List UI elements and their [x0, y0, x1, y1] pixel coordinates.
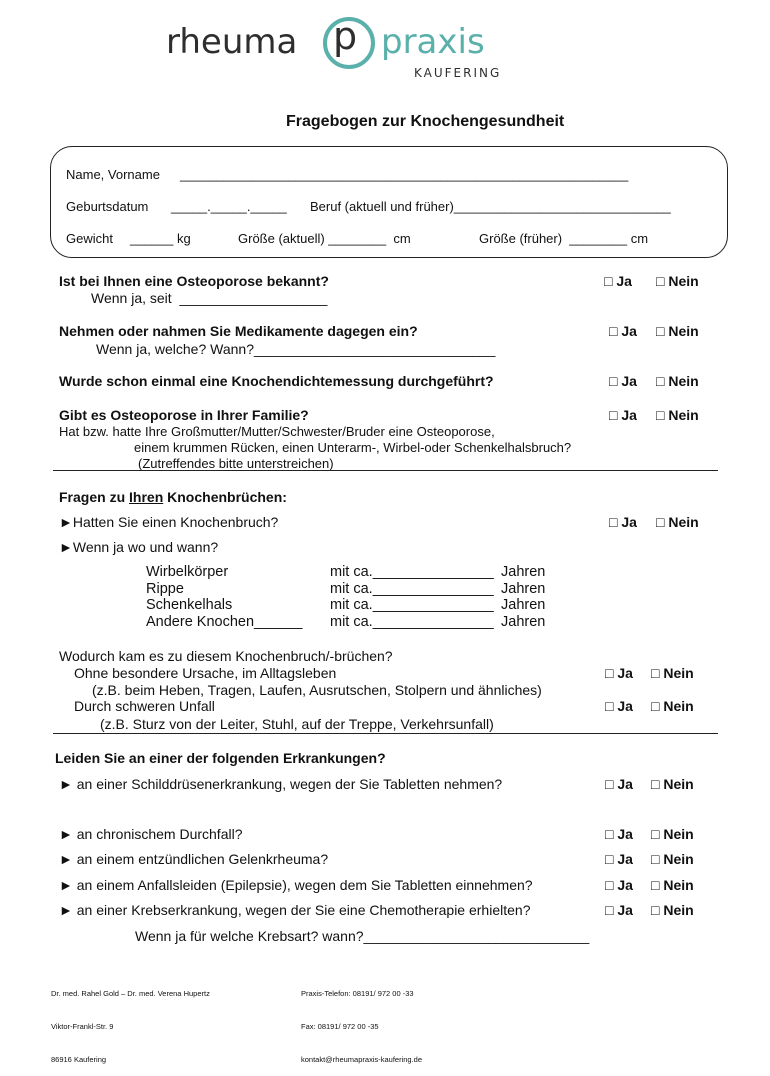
logo-praxis: praxis: [381, 22, 485, 62]
footer-phone: Praxis-Telefon: 08191/ 972 00 -33: [301, 989, 414, 998]
question-medication: Nehmen oder nahmen Sie Medikamente dagegen ein?: [59, 323, 418, 339]
logo-p: p: [333, 14, 358, 58]
disease-no-checkbox[interactable]: □ Nein: [651, 851, 694, 867]
cause-everyday-yes-checkbox[interactable]: □ Ja: [605, 665, 633, 681]
cause-accident: Durch schweren Unfall: [74, 698, 215, 714]
cause-everyday-example: (z.B. beim Heben, Tragen, Laufen, Ausrutschen, Stolpern und ähnliches): [92, 682, 542, 698]
diseases-heading: Leiden Sie an einer der folgenden Erkrankungen?: [55, 750, 386, 766]
footer-fax: Fax: 08191/ 972 00 -35: [301, 1022, 379, 1031]
family-detail-line3: (Zutreffendes bitte unterstreichen): [138, 456, 334, 471]
logo-subtitle: KAUFERING: [414, 66, 502, 80]
cause-everyday: Ohne besondere Ursache, im Alltagsleben: [74, 665, 337, 681]
q3-yes-checkbox[interactable]: □ Ja: [609, 373, 637, 389]
cause-accident-example: (z.B. Sturz von der Leiter, Stuhl, auf der Treppe, Verkehrsunfall): [100, 716, 494, 732]
footer-address: [51, 966, 210, 1076]
disease-item: ► an einem entzündlichen Gelenkrheuma?: [59, 851, 329, 867]
weight-field[interactable]: ______ kg: [130, 231, 191, 246]
site-age-field[interactable]: mit ca._______________: [330, 564, 494, 580]
name-field[interactable]: ______________________________________________________________: [180, 167, 629, 182]
height-current-field[interactable]: Größe (aktuell) ________ cm: [238, 231, 411, 246]
disease-yes-checkbox[interactable]: □ Ja: [605, 877, 633, 893]
disease-yes-checkbox[interactable]: □ Ja: [605, 851, 633, 867]
site-unit: Jahren: [501, 597, 546, 613]
cause-accident-no-checkbox[interactable]: □ Nein: [651, 698, 694, 714]
q2-yes-checkbox[interactable]: □ Ja: [609, 323, 637, 339]
fractures-heading: Fragen zu Ihren Knochenbrüchen:: [59, 489, 287, 505]
cause-everyday-no-checkbox[interactable]: □ Nein: [651, 665, 694, 681]
site-age-field[interactable]: mit ca._______________: [330, 614, 494, 630]
question-osteoporosis-known: Ist bei Ihnen eine Osteoporose bekannt?: [59, 273, 329, 289]
page-title: Fragebogen zur Knochengesundheit: [286, 113, 565, 130]
site-name: Wirbelkörper: [146, 564, 229, 580]
fracture-no-checkbox[interactable]: □ Nein: [656, 514, 699, 530]
site-age-field[interactable]: mit ca._______________: [330, 581, 494, 597]
disease-no-checkbox[interactable]: □ Nein: [651, 826, 694, 842]
question-fracture-where: ►Wenn ja wo und wann?: [59, 539, 219, 555]
fracture-yes-checkbox[interactable]: □ Ja: [609, 514, 637, 530]
q2-no-checkbox[interactable]: □ Nein: [656, 323, 699, 339]
site-name: Schenkelhals: [146, 597, 233, 613]
logo-rheuma: rheuma: [166, 22, 298, 62]
footer-street: Viktor-Frankl-Str. 9: [51, 1022, 114, 1031]
disease-no-checkbox[interactable]: □ Nein: [651, 776, 694, 792]
cause-accident-yes-checkbox[interactable]: □ Ja: [605, 698, 633, 714]
family-detail-line2: einem krummen Rücken, einen Unterarm-, Wirbel-oder Schenkelhalsbruch?: [134, 440, 572, 455]
disease-yes-checkbox[interactable]: □ Ja: [605, 776, 633, 792]
question-bone-density: Wurde schon einmal eine Knochendichtemessung durchgeführt?: [59, 373, 494, 389]
osteoporosis-since-field[interactable]: Wenn ja, seit ___________________: [91, 290, 328, 306]
birthdate-label: Geburtsdatum: [66, 199, 149, 214]
divider: [53, 733, 718, 734]
cancer-type-field[interactable]: Wenn ja für welche Krebsart? wann?_____________________________: [135, 928, 590, 944]
footer-contact: [301, 966, 422, 1076]
q1-yes-checkbox[interactable]: □ Ja: [604, 273, 632, 289]
site-age-field[interactable]: mit ca._______________: [330, 597, 494, 613]
disease-item: ► an einer Schilddrüsenerkrankung, wegen der Sie Tabletten nehmen?: [59, 776, 503, 792]
medication-which-field[interactable]: Wenn ja, welche? Wann?_______________________________: [96, 341, 496, 357]
disease-item: ► an chronischem Durchfall?: [59, 826, 243, 842]
weight-label: Gewicht: [66, 231, 113, 246]
site-name: Rippe: [146, 581, 184, 597]
question-had-fracture: ►Hatten Sie einen Knochenbruch?: [59, 514, 279, 530]
q3-no-checkbox[interactable]: □ Nein: [656, 373, 699, 389]
job-field[interactable]: Beruf (aktuell und früher)______________________________: [310, 199, 671, 214]
disease-yes-checkbox[interactable]: □ Ja: [605, 902, 633, 918]
question-family: Gibt es Osteoporose in Ihrer Familie?: [59, 407, 309, 423]
birthdate-field[interactable]: _____._____._____: [171, 199, 287, 214]
disease-item: ► an einem Anfallsleiden (Epilepsie), wegen dem Sie Tabletten einnehmen?: [59, 877, 533, 893]
height-former-field[interactable]: Größe (früher) ________ cm: [479, 231, 649, 246]
site-unit: Jahren: [501, 614, 546, 630]
disease-item: ► an einer Krebserkrankung, wegen der Sie eine Chemotherapie erhielten?: [59, 902, 531, 918]
family-detail-line1: Hat bzw. hatte Ihre Großmutter/Mutter/Schwester/Bruder eine Osteoporose,: [59, 424, 495, 439]
disease-no-checkbox[interactable]: □ Nein: [651, 902, 694, 918]
site-name[interactable]: Andere Knochen______: [146, 614, 303, 630]
footer-city: 86916 Kaufering: [51, 1055, 107, 1064]
site-unit: Jahren: [501, 581, 546, 597]
site-unit: Jahren: [501, 564, 546, 580]
disease-yes-checkbox[interactable]: □ Ja: [605, 826, 633, 842]
disease-no-checkbox[interactable]: □ Nein: [651, 877, 694, 893]
name-label: Name, Vorname: [66, 167, 160, 182]
footer-doctors: Dr. med. Rahel Gold – Dr. med. Verena Hupertz: [51, 989, 210, 998]
q1-no-checkbox[interactable]: □ Nein: [656, 273, 699, 289]
footer-email[interactable]: kontakt@rheumapraxis-kaufering.de: [301, 1055, 423, 1064]
q4-no-checkbox[interactable]: □ Nein: [656, 407, 699, 423]
divider: [53, 470, 718, 471]
question-fracture-cause: Wodurch kam es zu diesem Knochenbruch/-brüchen?: [59, 648, 393, 664]
q4-yes-checkbox[interactable]: □ Ja: [609, 407, 637, 423]
